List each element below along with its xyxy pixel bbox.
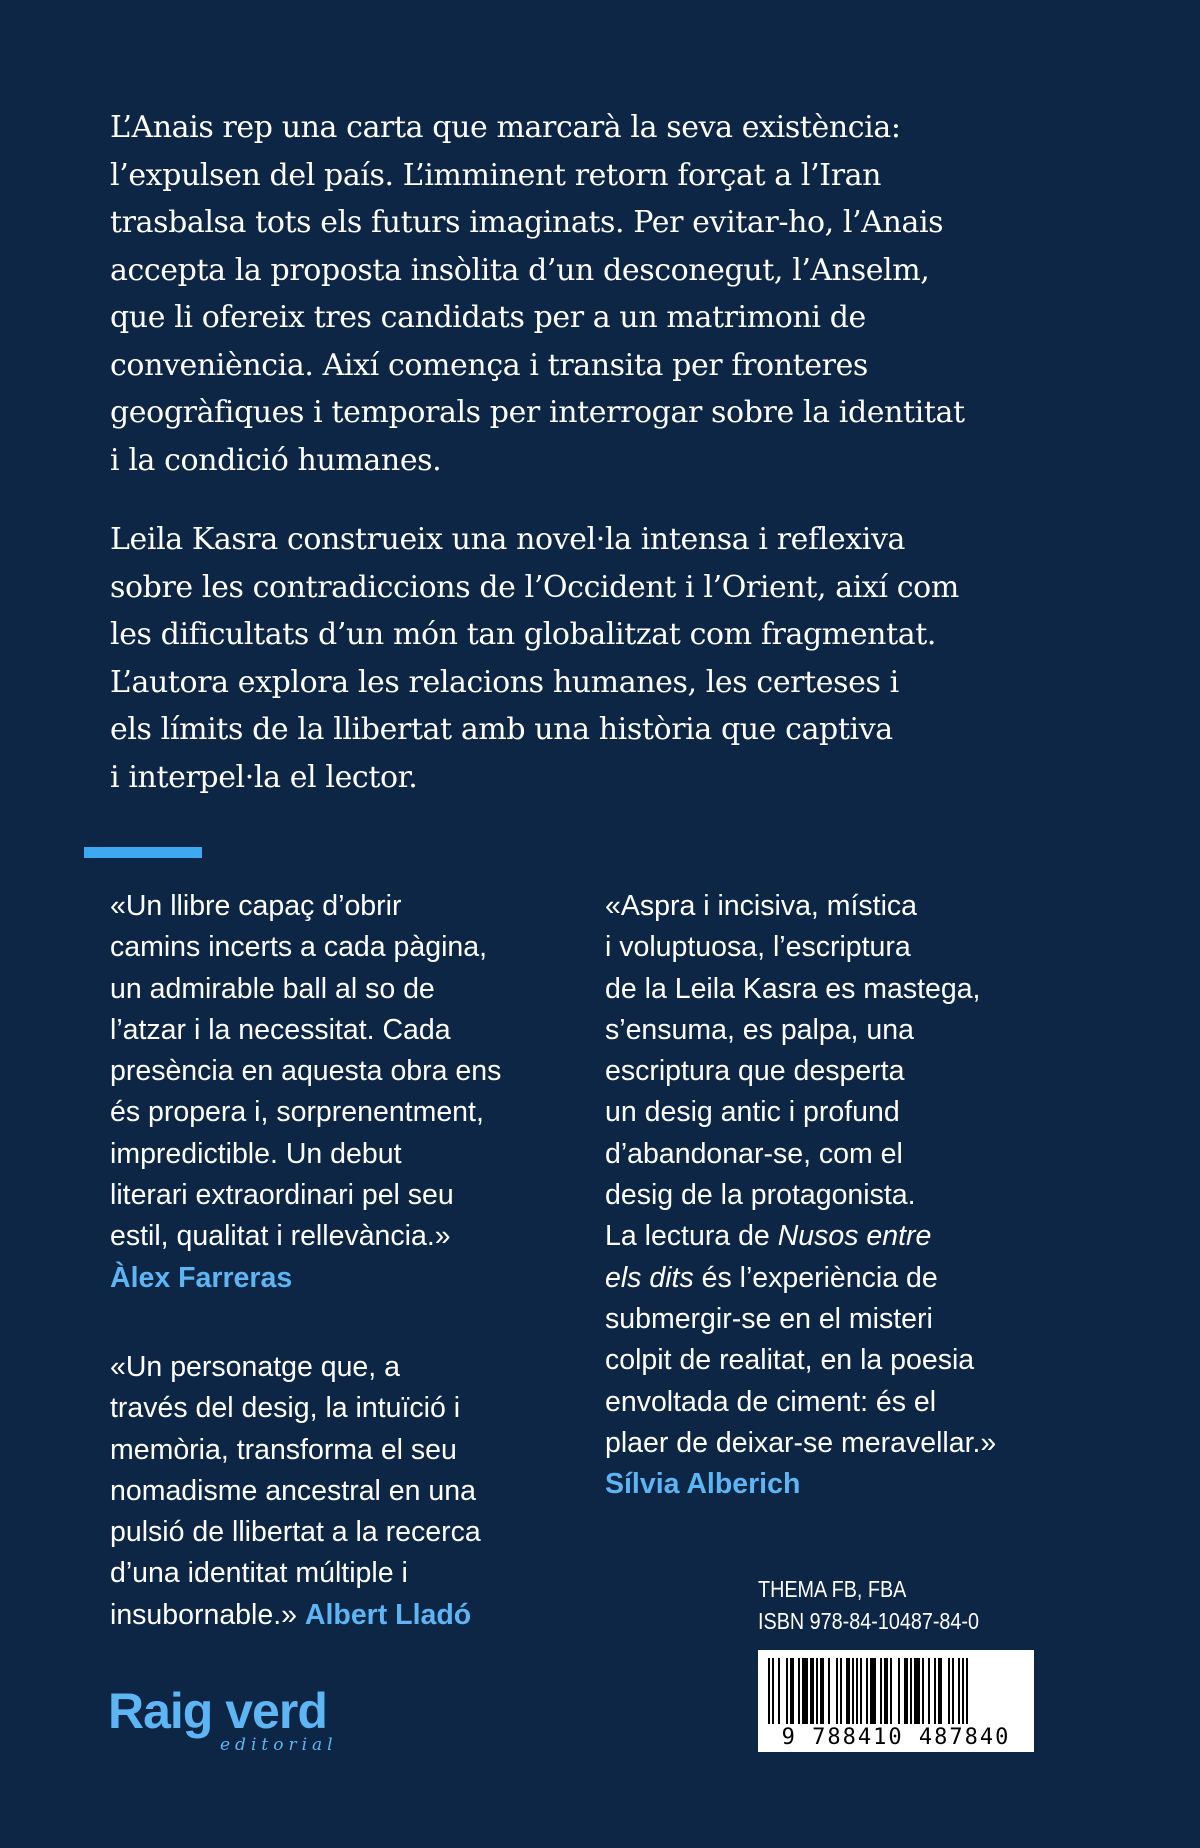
book-title: els dits bbox=[605, 1261, 694, 1294]
blurb-line: nomadisme ancestral en una bbox=[110, 1474, 476, 1507]
blurb-line: d’una identitat múltiple i bbox=[110, 1557, 408, 1590]
blurb-line: camins incerts a cada pàgina, bbox=[110, 931, 488, 964]
synopsis-line: conveniència. Així comença i transita per fronteres bbox=[110, 347, 868, 383]
publisher-logo bbox=[108, 1683, 358, 1763]
blurb-line: través del desig, la intuïció i bbox=[110, 1392, 461, 1425]
barcode bbox=[758, 1650, 1034, 1752]
synopsis-line: Leila Kasra construeix una novel·la intensa i reflexiva bbox=[110, 522, 906, 557]
blurb-farreras bbox=[110, 886, 501, 1299]
barcode-bar bbox=[856, 1658, 858, 1724]
synopsis-line: L’autora explora les relacions humanes, les certeses i bbox=[110, 664, 899, 700]
blurb-text: és l’experiència de bbox=[693, 1261, 938, 1294]
synopsis-line: sobre les contradiccions de l’Occident i l’Orient, així com bbox=[110, 569, 959, 605]
barcode-bar bbox=[778, 1658, 780, 1724]
barcode-bar bbox=[904, 1658, 908, 1724]
blurb-llado bbox=[110, 1347, 481, 1636]
synopsis-line: accepta la proposta insòlita d’un desconegut, l’Anselm, bbox=[110, 252, 930, 288]
barcode-bar bbox=[910, 1658, 912, 1724]
barcode-bar bbox=[828, 1658, 830, 1724]
blurb-line: envoltada de ciment: és el bbox=[605, 1385, 937, 1418]
synopsis-line: les dificultats d’un món tan globalitzat com fragmentat. bbox=[110, 617, 937, 652]
isbn-number: ISBN 978-84-10487-84-0 bbox=[758, 1608, 980, 1634]
blurb-line: submergir-se en el misteri bbox=[605, 1302, 933, 1335]
synopsis-line: i la condició humanes. bbox=[110, 442, 442, 478]
barcode-bar bbox=[772, 1658, 774, 1724]
barcode-bar bbox=[962, 1658, 964, 1724]
barcode-bar bbox=[820, 1658, 824, 1724]
blurb-line: d’abandonar-se, com el bbox=[605, 1137, 903, 1170]
barcode-bar bbox=[816, 1658, 818, 1724]
barcode-bar bbox=[898, 1658, 900, 1724]
blurb-line: literari extraordinari pel seu bbox=[110, 1179, 454, 1212]
blurb-line: «Un llibre capaç d’obrir bbox=[110, 890, 402, 922]
blurb-line: «Un personatge que, a bbox=[110, 1351, 400, 1383]
synopsis-line: i interpel·la el lector. bbox=[110, 759, 418, 795]
barcode-bar bbox=[890, 1658, 892, 1724]
barcode-bar bbox=[768, 1658, 770, 1724]
blurb-author: Albert Lladó bbox=[304, 1598, 472, 1631]
synopsis-line: geogràfiques i temporals per interrogar sobre la identitat bbox=[110, 395, 965, 430]
synopsis-line: trasbalsa tots els futurs imaginats. Per evitar-ho, l’Anais bbox=[110, 205, 944, 240]
barcode-digits: 9 788410 487840 bbox=[781, 1725, 1011, 1750]
blurb-author: Àlex Farreras bbox=[110, 1261, 293, 1294]
thema-code: THEMA FB, FBA bbox=[758, 1576, 907, 1602]
synopsis-line: l’expulsen del país. L’imminent retorn forçat a l’Iran bbox=[110, 157, 882, 193]
barcode-bar bbox=[840, 1658, 842, 1724]
synopsis bbox=[110, 104, 1070, 833]
blurb-text: La lectura de bbox=[605, 1220, 778, 1253]
barcode-bar bbox=[870, 1658, 876, 1724]
blurb-line: s’ensuma, es palpa, una bbox=[605, 1013, 914, 1046]
logo-subtitle: editorial bbox=[220, 1735, 338, 1755]
barcode-bar bbox=[810, 1658, 814, 1724]
barcode-bar bbox=[966, 1658, 968, 1724]
blurb-line: escriptura que desperta bbox=[605, 1055, 905, 1088]
barcode-bar bbox=[914, 1658, 920, 1724]
blurb-line: estil, qualitat i rellevància.» bbox=[110, 1220, 451, 1253]
barcode-bar bbox=[802, 1658, 808, 1724]
barcode-bar bbox=[846, 1658, 850, 1724]
blurb-line: «Aspra i incisiva, mística bbox=[605, 890, 918, 922]
blurb-alberich bbox=[605, 886, 996, 1505]
barcode-bar bbox=[934, 1658, 936, 1724]
synopsis-paragraph-2 bbox=[110, 516, 1070, 801]
blurb-line: impredictible. Un debut bbox=[110, 1137, 402, 1170]
isbn-info bbox=[758, 1573, 979, 1637]
barcode-bar bbox=[866, 1658, 868, 1724]
barcode-bar bbox=[928, 1658, 930, 1724]
blurb-title-line bbox=[605, 1258, 996, 1299]
blurb-line: l’atzar i la necessitat. Cada bbox=[110, 1013, 451, 1046]
accent-divider bbox=[84, 847, 202, 858]
barcode-bar bbox=[922, 1658, 924, 1724]
blurb-line: colpit de realitat, en la poesia bbox=[605, 1344, 975, 1377]
logo-wordmark: Raig verd bbox=[108, 1683, 327, 1739]
barcode-bar bbox=[952, 1658, 954, 1724]
blurb-last-line bbox=[110, 1595, 481, 1636]
barcode-bar bbox=[958, 1658, 960, 1724]
barcode-bar bbox=[798, 1658, 800, 1724]
blurb-title-line bbox=[605, 1216, 996, 1257]
blurb-line: presència en aquesta obra ens bbox=[110, 1055, 502, 1088]
barcode-bar bbox=[836, 1658, 838, 1724]
book-title: Nusos entre bbox=[777, 1220, 932, 1253]
barcode-bars bbox=[758, 1650, 1034, 1728]
synopsis-line: que li ofereix tres candidats per a un matrimoni de bbox=[110, 300, 866, 335]
blurb-line: un admirable ball al so de bbox=[110, 972, 435, 1005]
barcode-bar bbox=[884, 1658, 888, 1724]
blurb-line: desig de la protagonista. bbox=[605, 1179, 916, 1212]
blurb-line: i voluptuosa, l’escriptura bbox=[605, 931, 911, 964]
blurb-line: memòria, transforma el seu bbox=[110, 1433, 457, 1466]
blurb-line: un desig antic i profund bbox=[605, 1096, 900, 1129]
blurb-line: plaer de deixar-se meravellar.» bbox=[605, 1426, 997, 1459]
barcode-bar bbox=[790, 1658, 794, 1724]
blurb-line: pulsió de llibertat a la recerca bbox=[110, 1516, 481, 1549]
barcode-bar bbox=[786, 1658, 788, 1724]
barcode-bar bbox=[948, 1658, 950, 1724]
barcode-bar bbox=[852, 1658, 854, 1724]
barcode-bar bbox=[880, 1658, 882, 1724]
synopsis-line: L’Anais rep una carta que marcarà la seva existència: bbox=[110, 110, 901, 145]
blurb-author: Sílvia Alberich bbox=[605, 1468, 801, 1501]
barcode-bar bbox=[860, 1658, 862, 1724]
blurb-line: de la Leila Kasra es mastega, bbox=[605, 972, 981, 1005]
blurb-line-text: insubornable.» bbox=[110, 1598, 297, 1631]
synopsis-paragraph-1 bbox=[110, 104, 1070, 484]
blurb-line: és propera i, sorprenentment, bbox=[110, 1096, 484, 1129]
synopsis-line: els límits de la llibertat amb una història que captiva bbox=[110, 712, 893, 747]
barcode-bar bbox=[938, 1658, 942, 1724]
